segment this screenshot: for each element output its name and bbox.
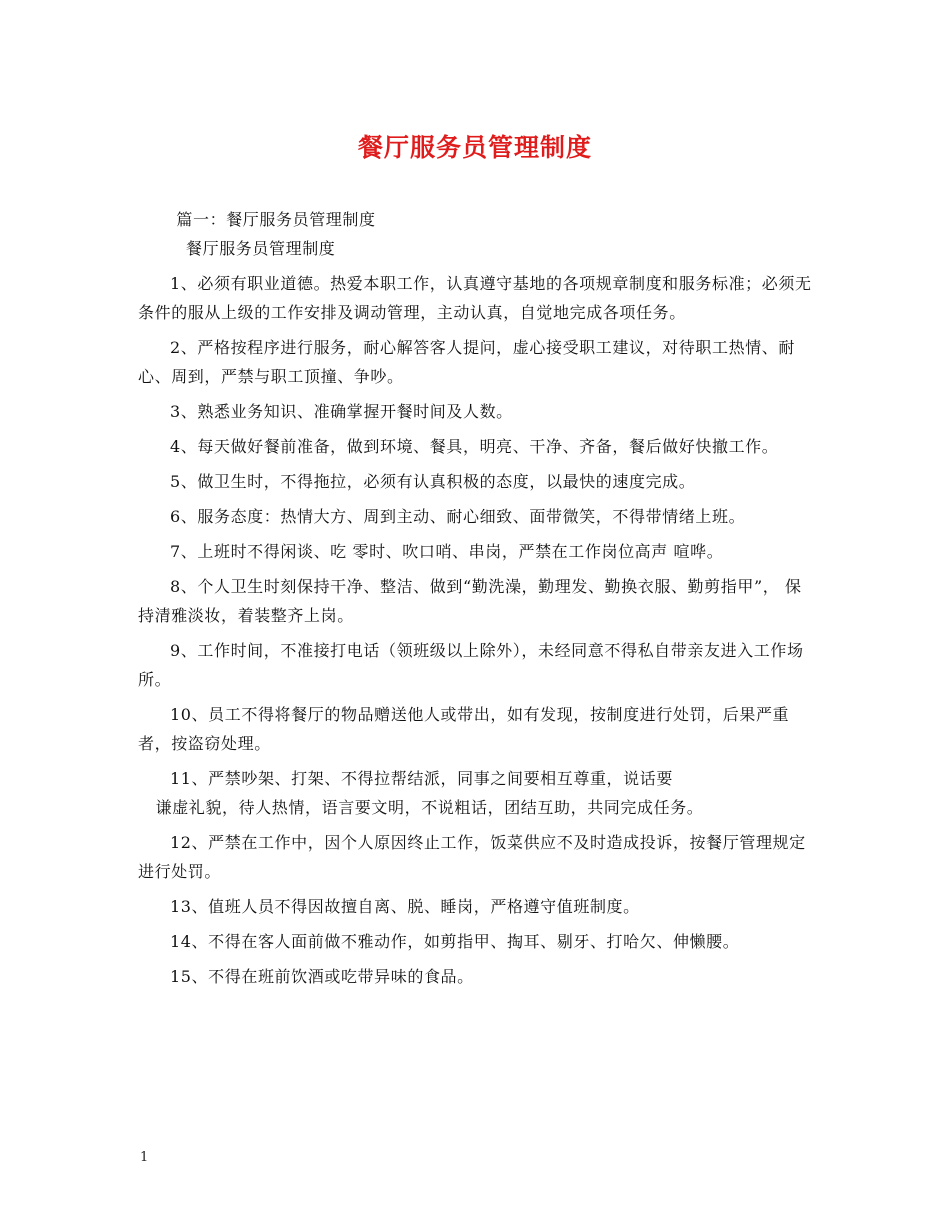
document-body xyxy=(138,205,818,991)
rule-11-line-1: 11、严禁吵架、打架、不得拉帮结派，同事之间要相互尊重，说话要 xyxy=(170,769,673,788)
rule-4: 4、每天做好餐前准备，做到环境、餐具，明亮、干净、齐备，餐后做好快撤工作。 xyxy=(170,437,779,456)
section-heading: 餐厅服务员管理制度 xyxy=(186,239,336,258)
rule-5: 5、做卫生时，不得拖拉，必须有认真积极的态度，以最快的速度完成。 xyxy=(170,472,696,491)
rule-11 xyxy=(138,764,818,822)
rule-3: 3、熟悉业务知识、准确掌握开餐时间及人数。 xyxy=(170,402,513,421)
rule-14: 14、不得在客人面前做不雅动作，如剪指甲、掏耳、剔牙、打哈欠、伸懒腰。 xyxy=(170,932,740,951)
rule-12: 12、严禁在工作中，因个人原因终止工作，饭菜供应不及时造成投诉，按餐厅管理规定进行处罚。 xyxy=(138,833,806,881)
rule-13: 13、值班人员不得因故擅自离、脱、睡岗，严格遵守值班制度。 xyxy=(170,897,640,916)
rule-7: 7、上班时不得闲谈、吃 零时、吹口哨、串岗，严禁在工作岗位高声 喧哗。 xyxy=(170,542,724,561)
rule-15: 15、不得在班前饮酒或吃带异味的食品。 xyxy=(170,967,474,986)
rule-11-line-2: 谦虚礼貌，待人热情，语言要文明，不说粗话，团结互助，共同完成任务。 xyxy=(155,798,704,817)
rule-1: 1、必须有职业道德。热爱本职工作，认真遵守基地的各项规章制度和服务标准；必须无条件的服从上级的工作安排及调动管理，主动认真，自觉地完成各项任务。 xyxy=(138,274,812,322)
rule-2: 2、严格按程序进行服务，耐心解答客人提问，虚心接受职工建议，对待职工热情、耐心、周到，严禁与职工顶撞、争吵。 xyxy=(138,338,795,386)
document-title: 餐厅服务员管理制度 xyxy=(357,133,592,162)
page-number: 1 xyxy=(140,1150,149,1165)
rule-8: 8、个人卫生时刻保持干净、整洁、做到“勤洗澡，勤理发、勤换衣服、勤剪指甲”， 保持清雅淡妆，着装整齐上岗。 xyxy=(138,577,802,625)
chapter-heading: 篇一：餐厅服务员管理制度 xyxy=(176,210,376,229)
rule-10: 10、员工不得将餐厅的物品赠送他人或带出，如有发现，按制度进行处罚，后果严重者，按盗窃处理。 xyxy=(138,705,790,753)
rule-6: 6、服务态度：热情大方、周到主动、耐心细致、面带微笑，不得带情绪上班。 xyxy=(170,507,746,526)
rule-9: 9、工作时间，不准接打电话（领班级以上除外），未经同意不得私自带亲友进入工作场所。 xyxy=(138,641,804,689)
